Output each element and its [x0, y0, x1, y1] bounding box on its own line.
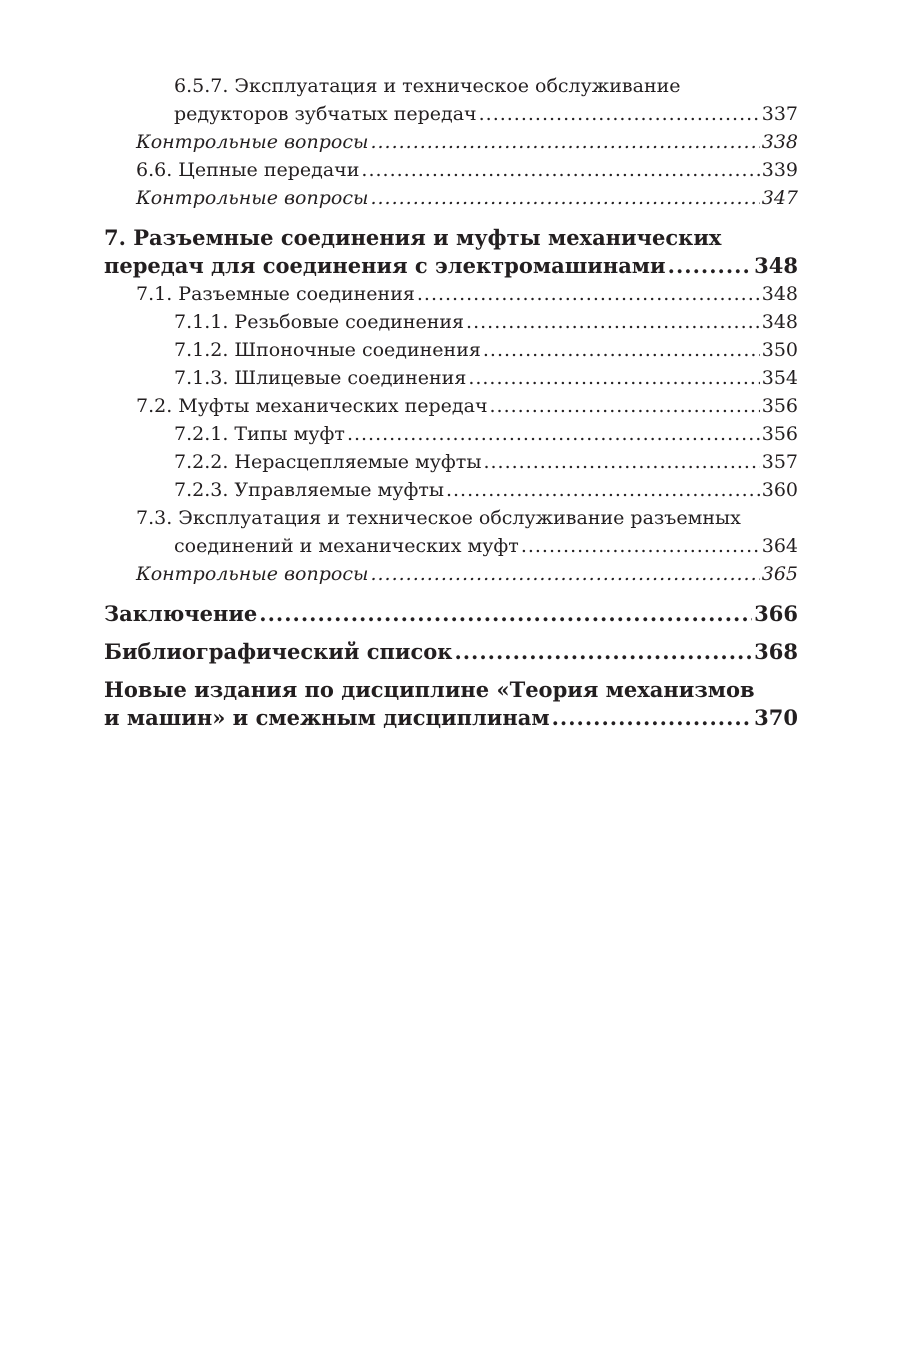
toc-entry-title: 7.1.3. Шлицевые соединения — [174, 367, 467, 389]
toc-entry-title: 7.2.2. Нерасцепляемые муфты — [174, 451, 482, 473]
toc-entry-control-questions[interactable] — [104, 560, 798, 588]
toc-entry-7-2-3[interactable] — [104, 476, 798, 504]
toc-page-number: 337 — [761, 103, 798, 125]
leader-dots — [483, 336, 760, 364]
toc-chapter-bibliography[interactable] — [104, 638, 798, 666]
toc-entry-title: и машин» и смежным дисциплинам — [104, 705, 550, 730]
toc-page-number: 356 — [761, 423, 798, 445]
toc-entry-7-2[interactable] — [104, 392, 798, 420]
toc-page-number: 339 — [761, 159, 798, 181]
leader-dots — [490, 392, 760, 420]
toc-entry-7-1-2[interactable] — [104, 336, 798, 364]
leader-dots — [466, 308, 760, 336]
leader-dots — [521, 532, 760, 560]
toc-entry-title: 7.2. Муфты механических передач — [136, 395, 488, 417]
toc-entry-title: 7.1. Разъемные соединения — [136, 283, 415, 305]
toc-entry-7-1-1[interactable] — [104, 308, 798, 336]
leader-dots — [347, 420, 760, 448]
toc-chapter-new-editions[interactable] — [104, 676, 798, 732]
toc-page-number: 338 — [761, 131, 798, 153]
toc-entry-title: соединений и механических муфт — [174, 535, 519, 557]
toc-page-number: 347 — [761, 187, 798, 209]
toc-entry-title-line: Новые издания по дисциплине «Теория механизмов — [104, 677, 755, 702]
leader-dots — [468, 364, 759, 392]
toc-entry-title: 7.1.2. Шпоночные соединения — [174, 339, 481, 361]
leader-dots — [668, 252, 753, 280]
leader-dots — [479, 100, 760, 128]
table-of-contents — [104, 72, 798, 732]
toc-page-number: 348 — [754, 253, 798, 278]
toc-page-number: 348 — [761, 311, 798, 333]
leader-dots — [417, 280, 760, 308]
toc-entry-title: 7.1.1. Резьбовые соединения — [174, 311, 465, 333]
toc-entry-7-2-2[interactable] — [104, 448, 798, 476]
toc-page-number: 350 — [761, 339, 798, 361]
toc-entry-title: передач для соединения с электромашинами — [104, 253, 666, 278]
toc-page-number: 354 — [761, 367, 798, 389]
leader-dots — [454, 638, 752, 666]
leader-dots — [446, 476, 760, 504]
toc-entry-7-2-1[interactable] — [104, 420, 798, 448]
toc-page-number: 360 — [761, 479, 798, 501]
toc-page-number: 365 — [761, 563, 798, 585]
toc-page-number: 364 — [761, 535, 798, 557]
leader-dots — [552, 704, 753, 732]
toc-entry-7-3[interactable] — [104, 504, 798, 560]
toc-entry-title-line: 7. Разъемные соединения и муфты механических — [104, 225, 722, 250]
toc-entry-7-1[interactable] — [104, 280, 798, 308]
toc-entry-title-line: 6.5.7. Эксплуатация и техническое обслуживание — [174, 75, 681, 97]
toc-entry-title: Контрольные вопросы — [136, 131, 369, 153]
toc-page-number: 366 — [754, 601, 798, 626]
leader-dots — [370, 560, 759, 588]
toc-entry-6-5-7[interactable] — [104, 72, 798, 128]
toc-page-number: 368 — [754, 639, 798, 664]
toc-page-number: 370 — [754, 705, 798, 730]
toc-entry-title: 7.2.1. Типы муфт — [174, 423, 345, 445]
leader-dots — [370, 184, 759, 212]
toc-entry-title: Заключение — [104, 601, 258, 626]
toc-entry-title: Контрольные вопросы — [136, 187, 369, 209]
leader-dots — [361, 156, 759, 184]
toc-entry-control-questions[interactable] — [104, 184, 798, 212]
toc-entry-title: Контрольные вопросы — [136, 563, 369, 585]
toc-entry-7-1-3[interactable] — [104, 364, 798, 392]
toc-entry-title: редукторов зубчатых передач — [174, 103, 477, 125]
toc-entry-title: Библиографический список — [104, 639, 453, 664]
toc-entry-title: 6.6. Цепные передачи — [136, 159, 360, 181]
toc-page-number: 356 — [761, 395, 798, 417]
toc-page-number: 348 — [761, 283, 798, 305]
toc-entry-6-6[interactable] — [104, 156, 798, 184]
toc-entry-title-line: 7.3. Эксплуатация и техническое обслуживание разъемных — [136, 507, 741, 529]
leader-dots — [483, 448, 759, 476]
toc-page-number: 357 — [761, 451, 798, 473]
leader-dots — [259, 600, 752, 628]
toc-entry-title: 7.2.3. Управляемые муфты — [174, 479, 444, 501]
toc-chapter-conclusion[interactable] — [104, 600, 798, 628]
leader-dots — [370, 128, 759, 156]
toc-entry-control-questions[interactable] — [104, 128, 798, 156]
toc-chapter-7[interactable] — [104, 224, 798, 280]
